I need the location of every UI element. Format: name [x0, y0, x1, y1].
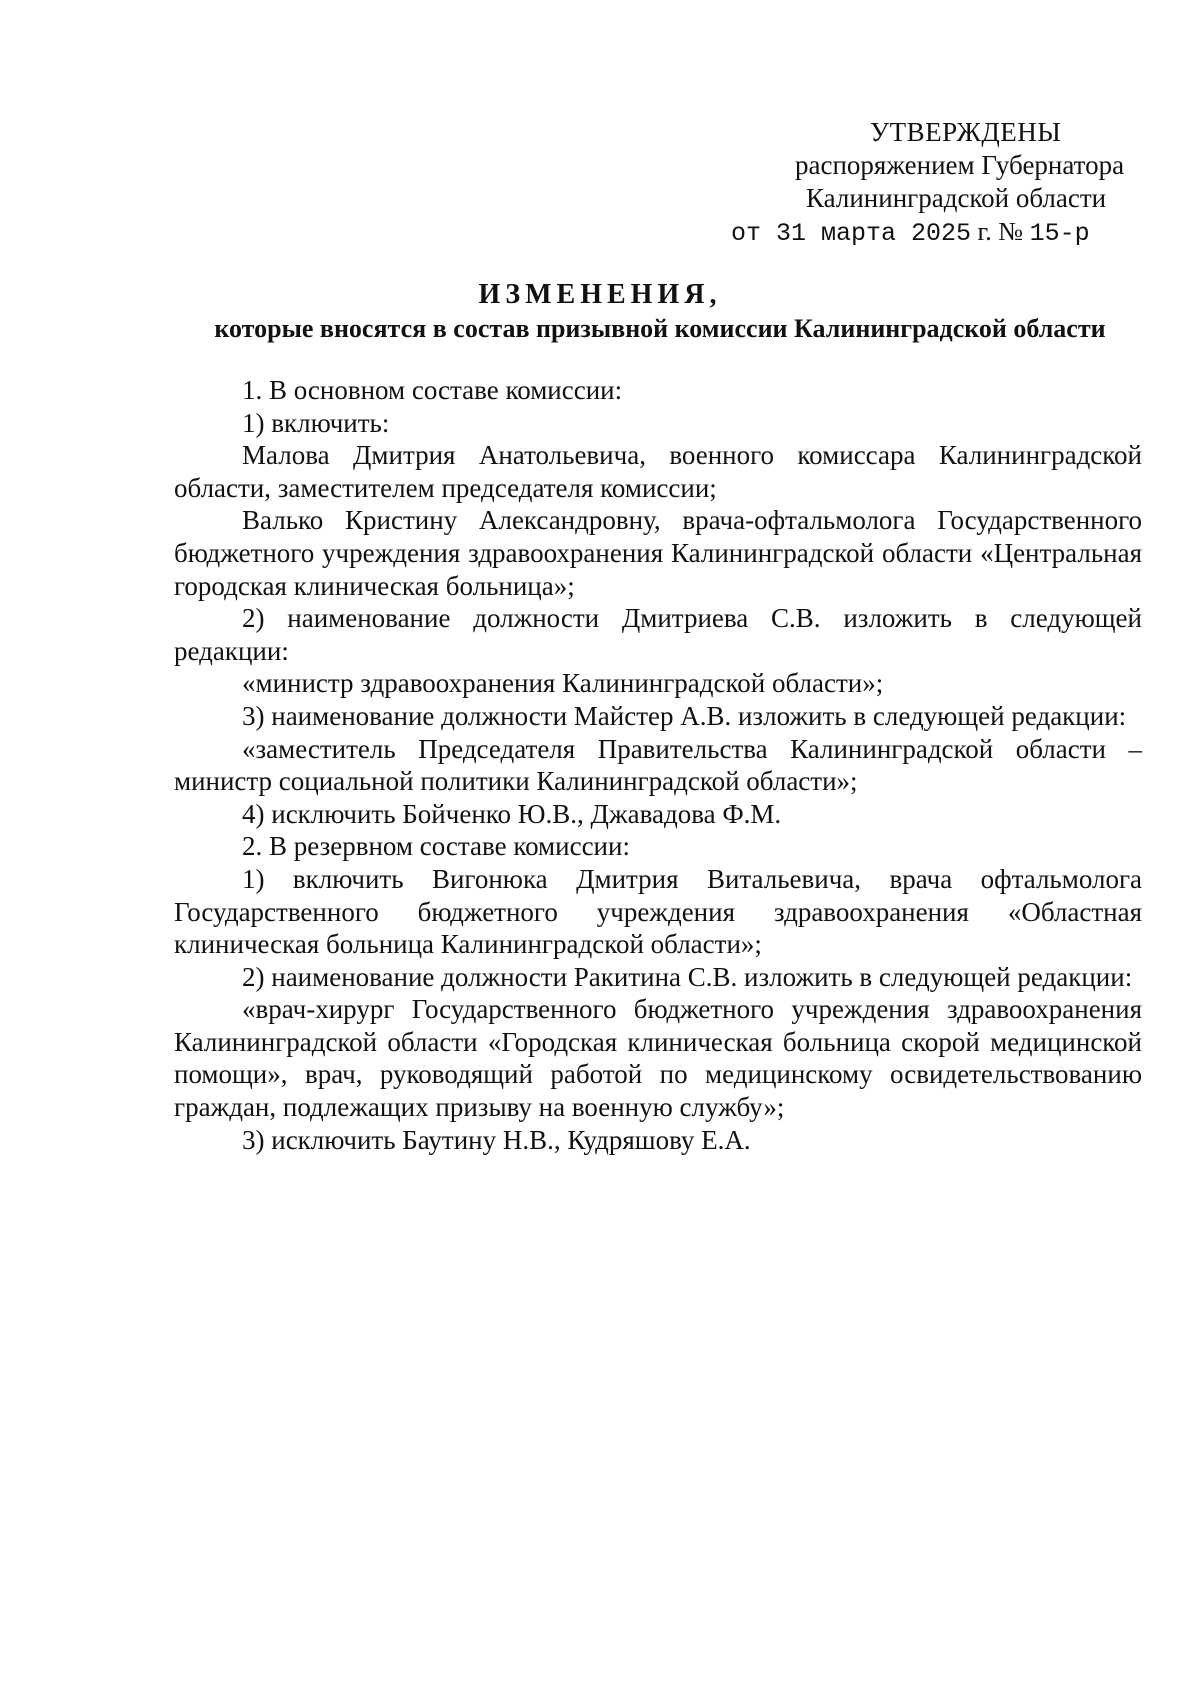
paragraph: 1. В основном составе комиссии:	[242, 375, 623, 405]
paragraph: 3) исключить Баутину Н.В., Кудряшову Е.А.	[242, 1124, 751, 1155]
approval-block	[600, 116, 1160, 250]
document-title: ИЗМЕНЕНИЯ,	[478, 279, 722, 310]
approval-region: Калининградской области	[806, 183, 1107, 213]
paragraph: 4) исключить Бойченко Ю.В., Джавадова Ф.М.	[242, 798, 782, 829]
approval-date: от 31 марта 2025	[731, 219, 972, 248]
approval-date-number	[600, 215, 1160, 250]
document-body	[174, 374, 1142, 1156]
paragraph: Малова Дмитрия Анатольевича, военного комиссара Калининградской области, заместителем председателя комиссии;	[174, 440, 1142, 503]
paragraph: 2) наименование должности Дмитриева С.В. изложить в следующей редакции:	[174, 603, 1142, 666]
approval-number: 15-р	[1029, 219, 1090, 248]
paragraph: 2. В резервном составе комиссии:	[242, 831, 630, 862]
paragraph: 3) наименование должности Майстер А.В. изложить в следующей редакции:	[242, 700, 1127, 731]
document-subtitle: которые вносятся в состав призывной комиссии Калининградской области	[214, 314, 1106, 343]
paragraph: «министр здравоохранения Калининградской области»;	[242, 668, 884, 699]
paragraph: «заместитель Председателя Правительства Калининградской области – министр социальной политики Калининградской области»;	[174, 733, 1142, 797]
paragraph: 2) наименование должности Ракитина С.В. изложить в следующей редакции:	[242, 961, 1133, 992]
paragraph: 1) включить Вигонюка Дмитрия Витальевича, врача офтальмолога Государственного бюджетного учреждения здравоохранения «Областная клиническая больница Калининградской области»;	[174, 863, 1142, 960]
approval-heading: УТВЕРЖДЕНЫ	[870, 117, 1062, 147]
paragraph: «врач-хирург Государственного бюджетного учреждения здравоохранения Калининградской области «Городская клиническая больница скорой медицинской помощи», врач, руководящий работой по медицинскому освидетельствованию граждан, подлежащих призыву на военную службу»;	[174, 994, 1142, 1123]
paragraph: 1) включить:	[242, 407, 390, 438]
approval-date-suffix: г. №	[971, 217, 1030, 246]
approval-authority: распоряжением Губернатора	[795, 150, 1125, 180]
paragraph: Валько Кристину Александровну, врача-офтальмолога Государственного бюджетного учреждения здравоохранения Калининградской области «Центральная городская клиническая больница»;	[174, 505, 1142, 601]
